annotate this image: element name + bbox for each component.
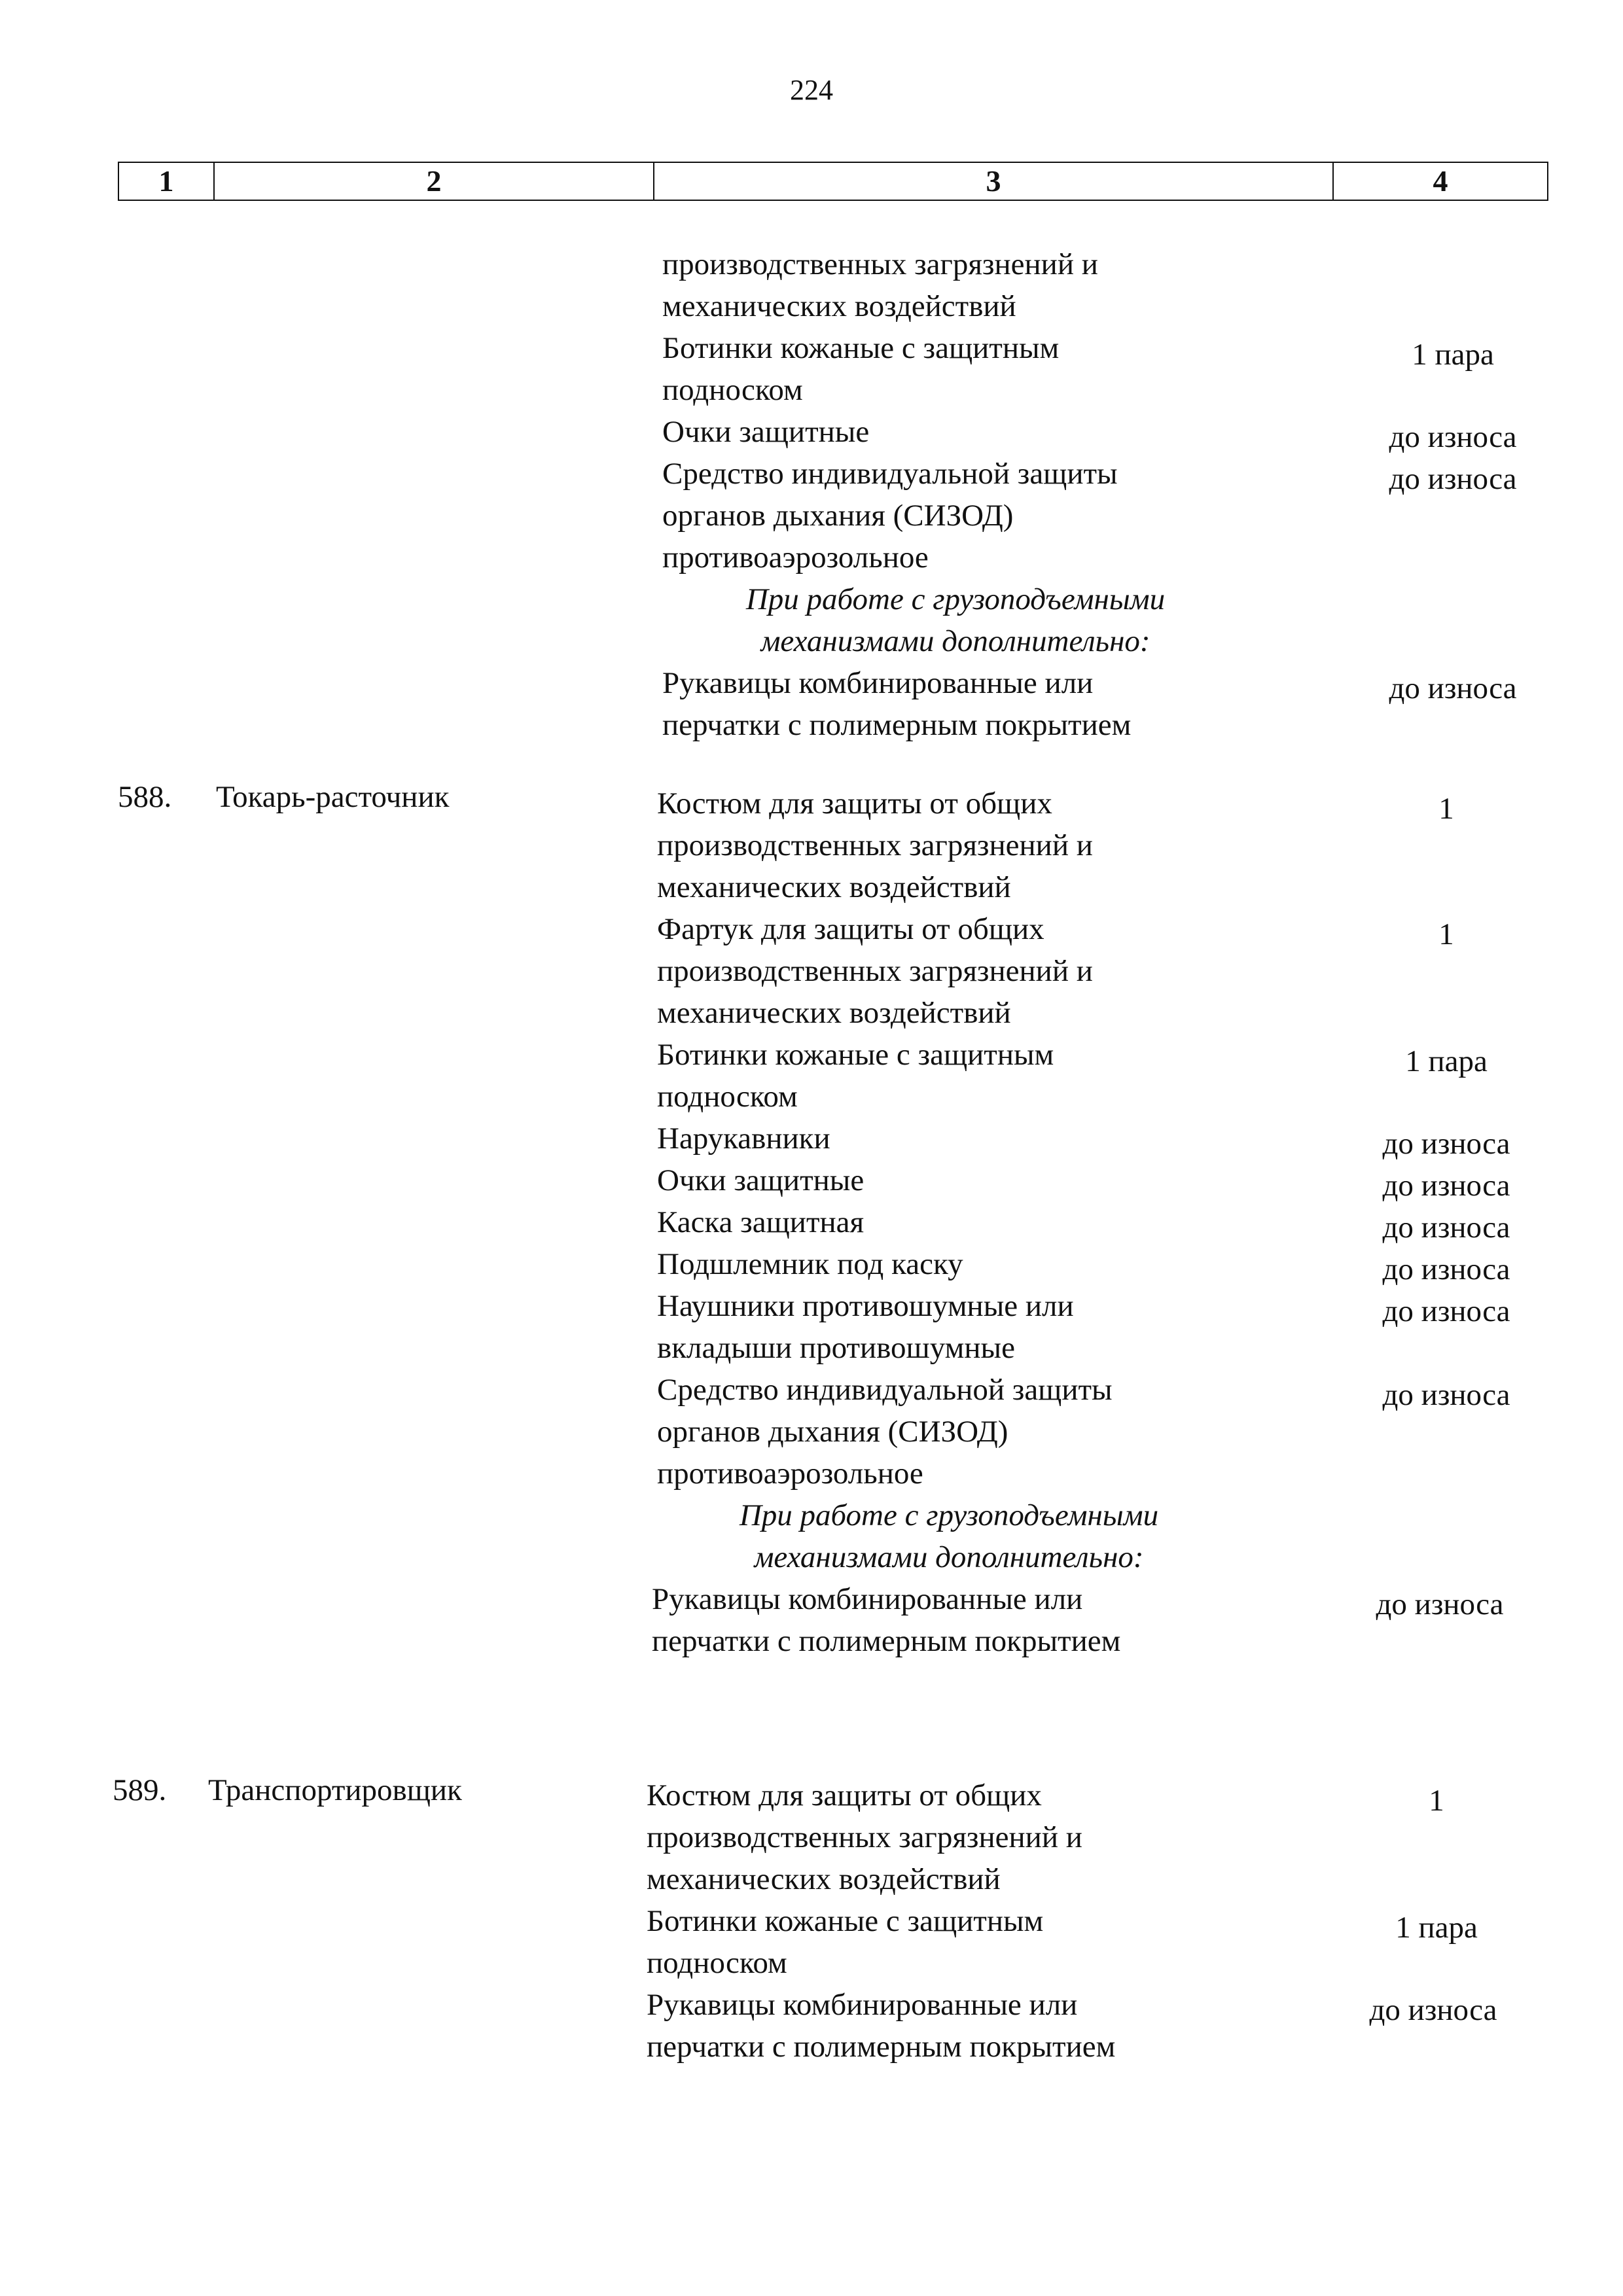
item-line: механических воздействий	[657, 996, 1011, 1030]
item-line: Наушники противошумные или	[657, 1289, 1074, 1323]
item-quantity: до износа	[1369, 1993, 1497, 2027]
profession-name: Токарь-расточник	[216, 780, 450, 814]
item-line: Подшлемник под каску	[657, 1247, 963, 1281]
item-line: вкладыши противошумные	[657, 1331, 1015, 1365]
item-line: Костюм для защиты от общих	[647, 1778, 1042, 1812]
item-line: производственных загрязнений и	[657, 828, 1093, 862]
column-header-3: 3	[654, 162, 1333, 200]
item-quantity: до износа	[1389, 671, 1517, 705]
additional-note: При работе с грузоподъемными	[745, 582, 1166, 616]
additional-note: При работе с грузоподъемными	[739, 1498, 1159, 1532]
page-number: 224	[790, 74, 833, 106]
item-quantity: 1 пара	[1412, 338, 1494, 372]
item-line: Рукавицы комбинированные или	[652, 1582, 1083, 1616]
item-quantity: 1 пара	[1395, 1911, 1478, 1945]
item-quantity: 1 пара	[1405, 1044, 1488, 1078]
column-header-1: 1	[118, 162, 214, 200]
item-quantity: 1	[1438, 792, 1454, 826]
item-line: противоаэрозольное	[657, 1457, 923, 1491]
item-line: производственных загрязнений и	[662, 247, 1098, 281]
item-line: механических воздействий	[657, 870, 1011, 904]
entry-number: 589.	[113, 1773, 167, 1807]
item-quantity: до износа	[1382, 1127, 1510, 1161]
item-line: Ботинки кожаные с защитным	[657, 1038, 1054, 1072]
item-line: перчатки с полимерным покрытием	[647, 2030, 1116, 2064]
item-line: Каска защитная	[657, 1205, 865, 1239]
item-line: перчатки с полимерным покрытием	[662, 708, 1132, 742]
item-quantity: до износа	[1382, 1210, 1510, 1245]
column-header-table	[118, 162, 1548, 201]
item-line: Рукавицы комбинированные или	[647, 1988, 1078, 2022]
item-line: производственных загрязнений и	[647, 1820, 1082, 1854]
item-line: Очки защитные	[657, 1163, 865, 1197]
item-line: Ботинки кожаные с защитным	[662, 331, 1060, 365]
item-quantity: до износа	[1389, 420, 1517, 454]
column-header-2: 2	[214, 162, 654, 200]
item-line: механических воздействий	[662, 289, 1016, 323]
additional-note: механизмами дополнительно:	[754, 1540, 1144, 1574]
item-line: Нарукавники	[657, 1122, 830, 1156]
profession-name: Транспортировщик	[208, 1773, 462, 1807]
item-quantity: до износа	[1382, 1169, 1510, 1203]
item-line: подноском	[657, 1080, 798, 1114]
item-line: производственных загрязнений и	[657, 954, 1093, 988]
item-quantity: до износа	[1382, 1252, 1510, 1286]
item-line: органов дыхания (СИЗОД)	[662, 499, 1014, 533]
item-line: Фартук для защиты от общих	[657, 912, 1044, 946]
item-line: органов дыхания (СИЗОД)	[657, 1415, 1008, 1449]
item-line: Очки защитные	[662, 415, 870, 449]
item-line: Средство индивидуальной защиты	[662, 457, 1118, 491]
item-line: Средство индивидуальной защиты	[657, 1373, 1113, 1407]
item-quantity: до износа	[1389, 462, 1517, 496]
item-line: подноском	[662, 373, 803, 407]
column-header-4: 4	[1333, 162, 1548, 200]
item-quantity: 1	[1429, 1784, 1444, 1818]
item-quantity: до износа	[1382, 1294, 1510, 1328]
additional-note: механизмами дополнительно:	[760, 624, 1150, 658]
item-line: противоаэрозольное	[662, 540, 929, 574]
entry-number: 588.	[118, 780, 172, 814]
item-quantity: 1	[1438, 917, 1454, 951]
item-line: Ботинки кожаные с защитным	[647, 1904, 1044, 1938]
item-line: механических воздействий	[647, 1862, 1001, 1896]
item-line: Рукавицы комбинированные или	[662, 666, 1094, 700]
item-line: Костюм для защиты от общих	[657, 786, 1052, 821]
item-line: перчатки с полимерным покрытием	[652, 1624, 1121, 1658]
item-line: подноском	[647, 1946, 787, 1980]
item-quantity: до износа	[1382, 1378, 1510, 1412]
item-quantity: до износа	[1376, 1587, 1504, 1621]
